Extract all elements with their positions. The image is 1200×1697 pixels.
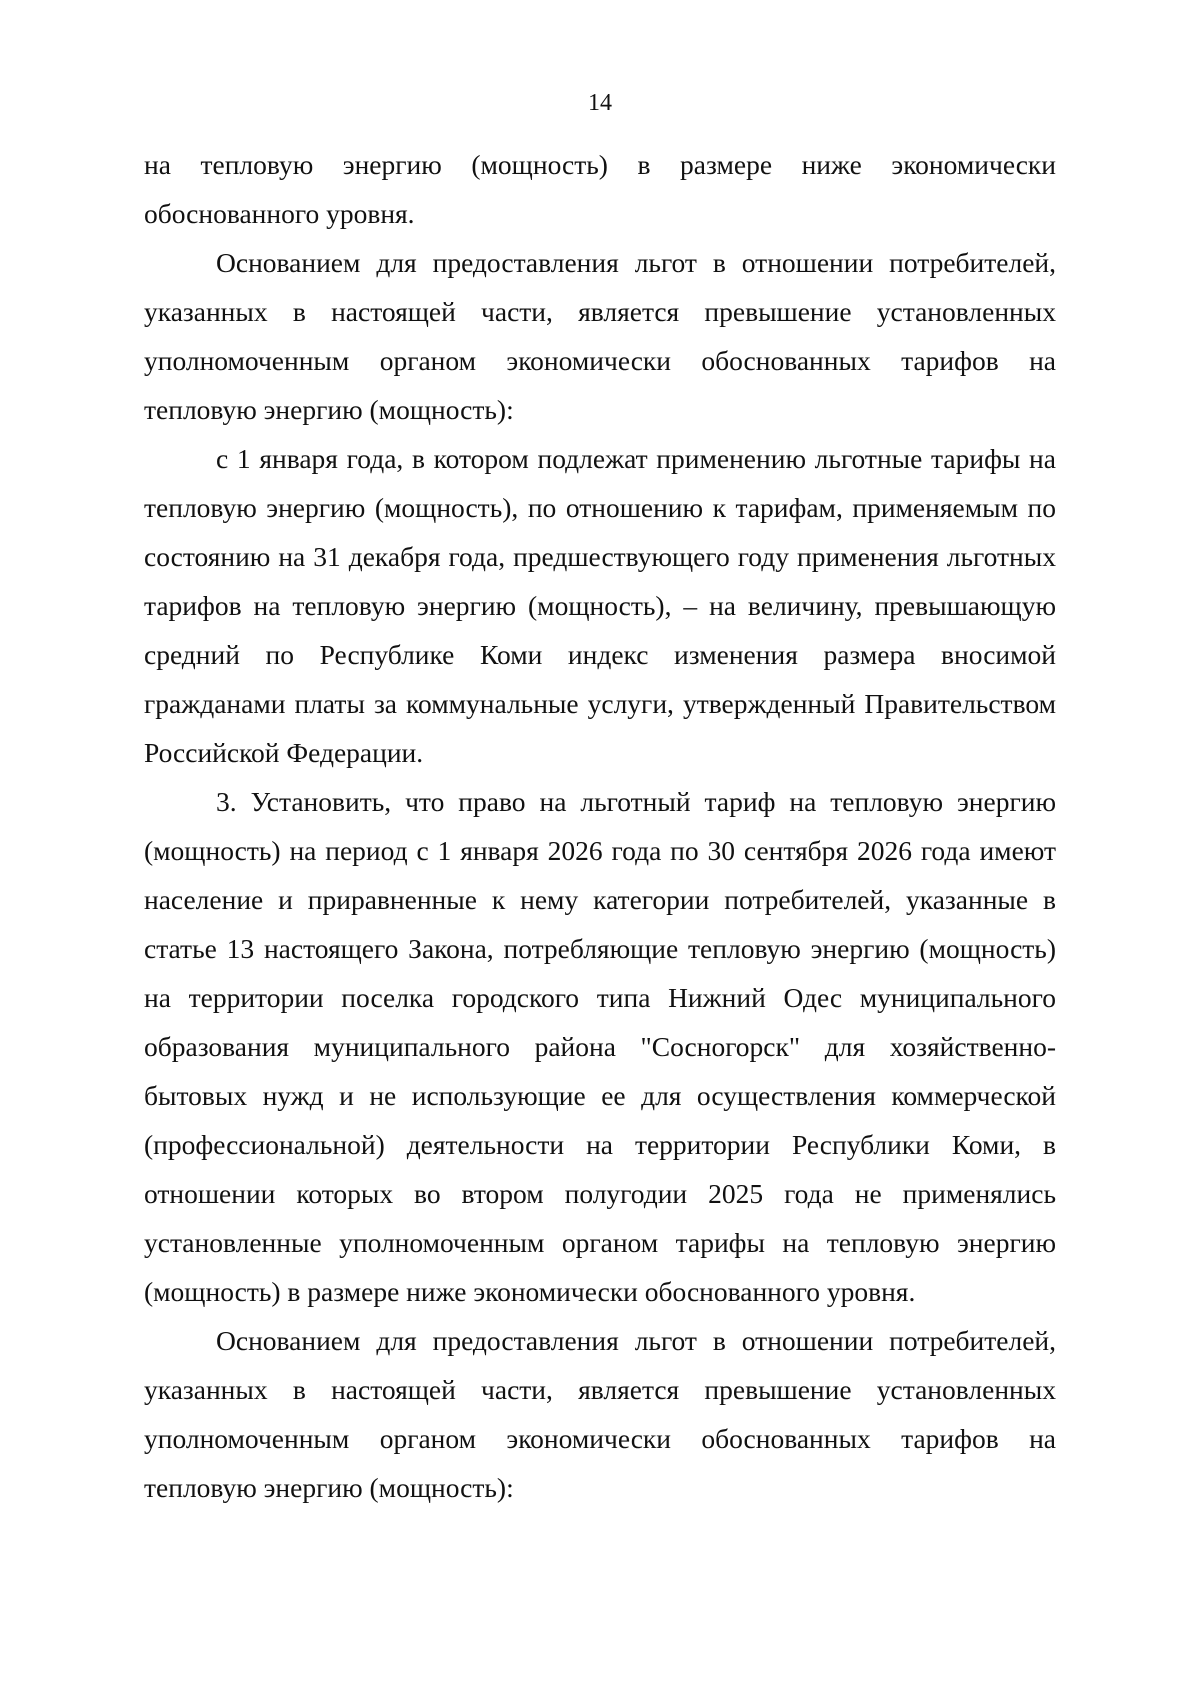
page-number: 14 (588, 90, 612, 116)
document-body (144, 140, 1056, 1512)
paragraph-continuation: на тепловую энергию (мощность) в размере ниже экономически обоснованного уровня. (144, 149, 1056, 229)
paragraph-basis-2: Основанием для предоставления льгот в отношении потребителей, указанных в настоящей части, является превышение установленных уполномоченным органом экономически обоснованных тарифов на тепловую энергию (мощность): (144, 1325, 1056, 1503)
paragraph-from-january: с 1 января года, в котором подлежат применению льготные тарифы на тепловую энергию (мощность), по отношению к тарифам, применяемым по состоянию на 31 декабря года, предшествующего году применения льготных тарифов на тепловую энергию (мощность), – на величину, превышающую средний по Республике Коми индекс изменения размера вносимой гражданами платы за коммунальные услуги, утвержденный Правительством Российской Федерации. (144, 443, 1056, 768)
paragraph-basis: Основанием для предоставления льгот в отношении потребителей, указанных в настоящей части, является превышение установленных уполномоченным органом экономически обоснованных тарифов на тепловую энергию (мощность): (144, 247, 1056, 425)
paragraph-item-3: 3. Установить, что право на льготный тариф на тепловую энергию (мощность) на период с 1 января 2026 года по 30 сентября 2026 года имеют население и приравненные к нему категории потребителей, указанные в статье 13 настоящего Закона, потребляющие тепловую энергию (мощность) на территории поселка городского типа Нижний Одес муниципального образования муниципального района "Сосногорск" для хозяйственно-бытовых нужд и не использующие ее для осуществления коммерческой (профессиональной) деятельности на территории Республики Коми, в отношении которых во втором полугодии 2025 года не применялись установленные уполномоченным органом тарифы на тепловую энергию (мощность) в размере ниже экономически обоснованного уровня. (144, 786, 1056, 1307)
